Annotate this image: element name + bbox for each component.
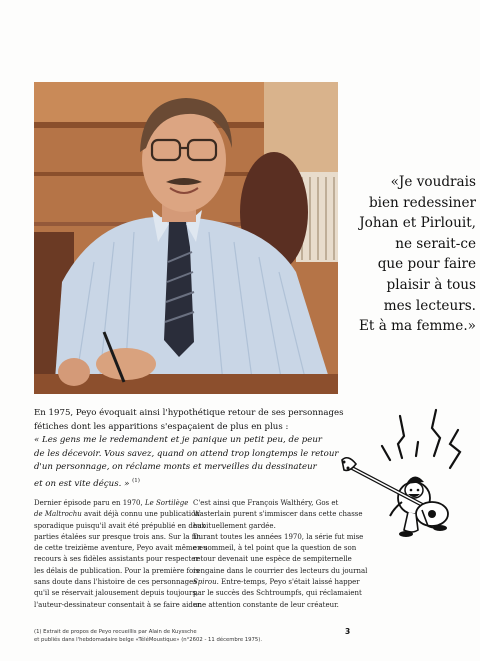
quote-line: que pour faire xyxy=(377,256,476,273)
text-run: Dernier épisode paru en 1970, xyxy=(34,499,145,507)
text-line: Wasterlain purent s'immiscer dans cette chasse xyxy=(193,510,363,519)
text-line: l'auteur-dessinateur consentait à se faire aider. xyxy=(34,600,202,609)
quote-line: «Je voudrais xyxy=(390,174,476,190)
book-title: Le Sortilège xyxy=(144,499,189,507)
quote-line: Johan et Pirlouit, xyxy=(359,215,476,232)
text-run: avait déjà connu une publication xyxy=(81,510,200,519)
intro-line: et on est vite déçus. » xyxy=(34,478,130,489)
intro-line: fétiches dont les apparitions s'espaçaient de plus en plus : xyxy=(34,421,289,432)
quote-line: mes lecteurs. xyxy=(383,297,476,314)
text-line: Durant toutes les années 1970, la série fut mise xyxy=(193,532,364,541)
book-title: de Maltrochu xyxy=(34,510,82,519)
body-column-right xyxy=(193,498,368,611)
footnote xyxy=(34,628,294,645)
comic-character-drawing xyxy=(332,398,472,548)
text-line: recours à ses fidèles assistants pour respecter xyxy=(34,555,199,564)
text-line: retour devenait une espèce de sempiternelle xyxy=(193,555,352,564)
text-line: de cette treizième aventure, Peyo avait même eu xyxy=(34,544,208,553)
quote-line: Et à ma femme.» xyxy=(359,318,476,335)
text-line: habituellement gardée. xyxy=(193,521,276,530)
text-line: sporadique puisqu'il avait été prépublié en deux xyxy=(34,521,206,530)
text-line: sans doute dans l'histoire de ces personnages xyxy=(34,578,197,587)
quote-line: plaisir à tous xyxy=(386,276,476,293)
intro-line: « Les gens me le redemandent et je panique un petit peu, de peur xyxy=(34,435,323,446)
text-line: rengaine dans le courrier des lecteurs du journal xyxy=(193,566,368,575)
journal-title: Spirou xyxy=(193,578,217,587)
pull-quote xyxy=(344,172,476,337)
text-line: par le succès des Schtroumpfs, qui réclamaient xyxy=(193,589,362,598)
text-line: parties étalées sur presque trois ans. Sur la fin xyxy=(34,532,201,541)
text-line: C'est ainsi que François Walthéry, Gos et xyxy=(193,499,339,507)
footnote-line: (1) Extrait de propos de Peyo recueillis par Alain de Kuyssche xyxy=(34,629,197,635)
intro-paragraph xyxy=(34,407,344,491)
text-line: en sommeil, à tel point que la question de son xyxy=(193,544,357,553)
text-run: . Entre-temps, Peyo s'était laissé happer xyxy=(216,578,360,587)
intro-line: d'un personnage, on réclame monts et merveilles du dessinateur xyxy=(34,462,317,473)
intro-line: En 1975, Peyo évoquait ainsi l'hypothétique retour de ses personnages xyxy=(34,408,344,418)
intro-line: de les décevoir. Vous savez, quand on attend trop longtemps le retour xyxy=(34,448,339,459)
quote-line: ne serait-ce xyxy=(395,235,476,252)
portrait-photo xyxy=(34,82,338,394)
footnote-line: et publiés dans l'hebdomadaire belge «TéléMoustique» (n°2602 - 11 décembre 1975). xyxy=(34,637,263,644)
text-line: qu'il se réservait jalousement depuis toujours, xyxy=(34,589,199,598)
page-number: 3 xyxy=(345,627,351,636)
text-line: une attention constante de leur créateur. xyxy=(193,600,339,609)
footnote-ref[interactable]: (1) xyxy=(132,477,140,484)
quote-line: bien redessiner xyxy=(368,194,476,211)
text-line: les délais de publication. Pour la première fois xyxy=(34,566,200,575)
